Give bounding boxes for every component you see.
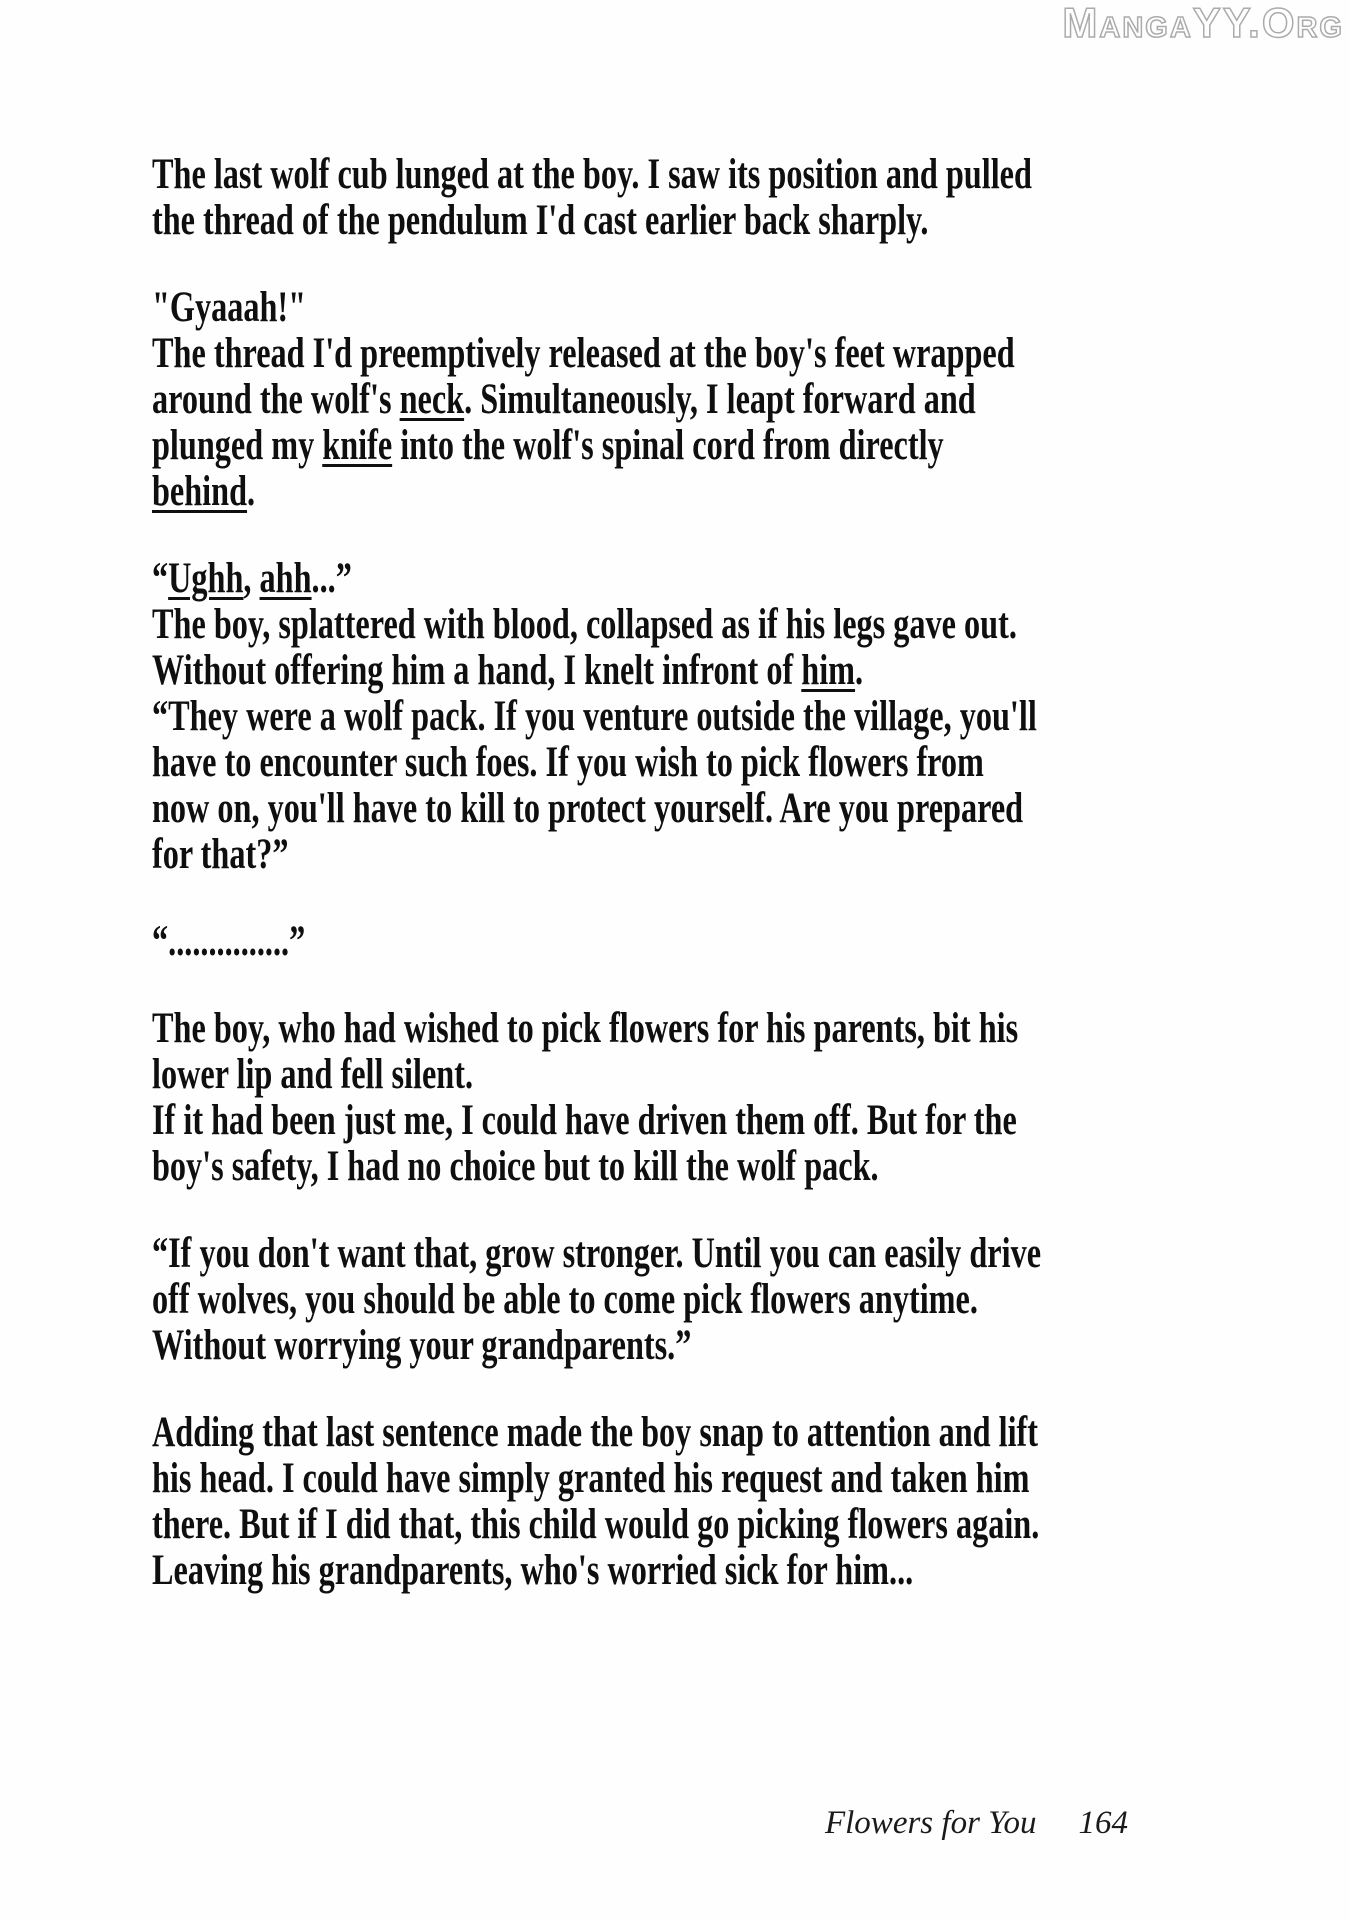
- text-line: [152, 377, 1041, 423]
- text-segment: . Simultaneously, I leapt forward and: [464, 376, 976, 423]
- text-segment: “: [152, 555, 169, 602]
- paragraph: [152, 1231, 1337, 1369]
- text-segment: there. But if I did that, this child would go picking flowers again.: [152, 1501, 1040, 1548]
- text-segment: The boy, who had wished to pick flowers for his parents, bit his: [152, 1005, 1019, 1052]
- underlined-text: ahh: [259, 555, 312, 602]
- text-segment: have to encounter such foes. If you wish to pick flowers from: [152, 739, 984, 786]
- text-line: [152, 786, 1041, 832]
- paragraph: [152, 1410, 1337, 1594]
- paragraph: [152, 919, 1337, 965]
- text-segment: off wolves, you should be able to come pick flowers anytime.: [152, 1276, 978, 1323]
- text-line: [152, 1098, 1041, 1144]
- text-segment: Adding that last sentence made the boy snap to attention and lift: [152, 1409, 1039, 1456]
- text-line: [152, 1456, 1041, 1502]
- watermark-logo: MangaYY.Org: [1062, 0, 1344, 46]
- text-segment: .: [247, 468, 256, 515]
- text-segment: Without worrying your grandparents.”: [152, 1322, 692, 1369]
- text-segment: “If you don't want that, grow stronger. Until you can easily drive: [152, 1230, 1042, 1277]
- text-segment: Leaving his grandparents, who's worried sick for him...: [152, 1547, 914, 1594]
- underlined-text: behind: [152, 468, 248, 515]
- text-segment: “...............”: [152, 918, 306, 965]
- paragraph: [152, 152, 1337, 244]
- text-line: [152, 1052, 1041, 1098]
- text-segment: now on, you'll have to kill to protect yourself. Are you prepared: [152, 785, 1024, 832]
- underlined-text: knife: [322, 422, 393, 469]
- text-segment: plunged my: [152, 422, 323, 469]
- page-footer: [825, 1805, 1128, 1842]
- text-line: [152, 556, 1041, 602]
- text-line: [152, 469, 1041, 515]
- text-segment: ...”: [311, 555, 352, 602]
- text-line: [152, 198, 1041, 244]
- page-number: 164: [1078, 1805, 1128, 1841]
- text-line: [152, 1410, 1041, 1456]
- text-line: [152, 740, 1041, 786]
- text-line: [152, 1548, 1041, 1594]
- underlined-text: Ughh: [168, 555, 244, 602]
- text-line: [152, 285, 1041, 331]
- text-segment: "Gyaaah!": [152, 284, 307, 331]
- paragraph: [152, 556, 1337, 878]
- text-segment: If it had been just me, I could have driven them off. But for the: [152, 1097, 1017, 1144]
- text-line: [152, 1502, 1041, 1548]
- text-line: [152, 919, 1041, 965]
- text-line: [152, 648, 1041, 694]
- paragraph: [152, 1006, 1337, 1190]
- text-segment: around the wolf's: [152, 376, 400, 423]
- text-segment: lower lip and fell silent.: [152, 1051, 474, 1098]
- text-line: [152, 1144, 1041, 1190]
- text-line: [152, 1323, 1041, 1369]
- text-line: [152, 331, 1041, 377]
- text-line: [152, 1006, 1041, 1052]
- paragraph: [152, 285, 1337, 515]
- text-line: [152, 423, 1041, 469]
- underlined-text: him: [801, 647, 856, 694]
- text-segment: ,: [243, 555, 260, 602]
- text-line: [152, 694, 1041, 740]
- text-segment: “They were a wolf pack. If you venture outside the village, you'll: [152, 693, 1037, 740]
- text-segment: The thread I'd preemptively released at the boy's feet wrapped: [152, 330, 1015, 377]
- text-segment: boy's safety, I had no choice but to kill the wolf pack.: [152, 1143, 879, 1190]
- text-segment: The last wolf cub lunged at the boy. I saw its position and pulled: [152, 151, 1032, 198]
- text-segment: for that?”: [152, 831, 289, 878]
- text-line: [152, 1231, 1041, 1277]
- text-segment: into the wolf's spinal cord from directly: [392, 422, 944, 469]
- text-segment: .: [855, 647, 864, 694]
- text-segment: his head. I could have simply granted his request and taken him: [152, 1455, 1030, 1502]
- text-line: [152, 152, 1041, 198]
- text-segment: the thread of the pendulum I'd cast earlier back sharply.: [152, 197, 929, 244]
- text-line: [152, 602, 1041, 648]
- book-title: Flowers for You: [824, 1805, 1037, 1841]
- text-line: [152, 1277, 1041, 1323]
- text-segment: The boy, splattered with blood, collapsed as if his legs gave out.: [152, 601, 1017, 648]
- text-line: [152, 832, 1041, 878]
- underlined-text: neck: [399, 376, 465, 423]
- story-text-block: [152, 152, 1337, 1594]
- text-segment: Without offering him a hand, I knelt infront of: [152, 647, 802, 694]
